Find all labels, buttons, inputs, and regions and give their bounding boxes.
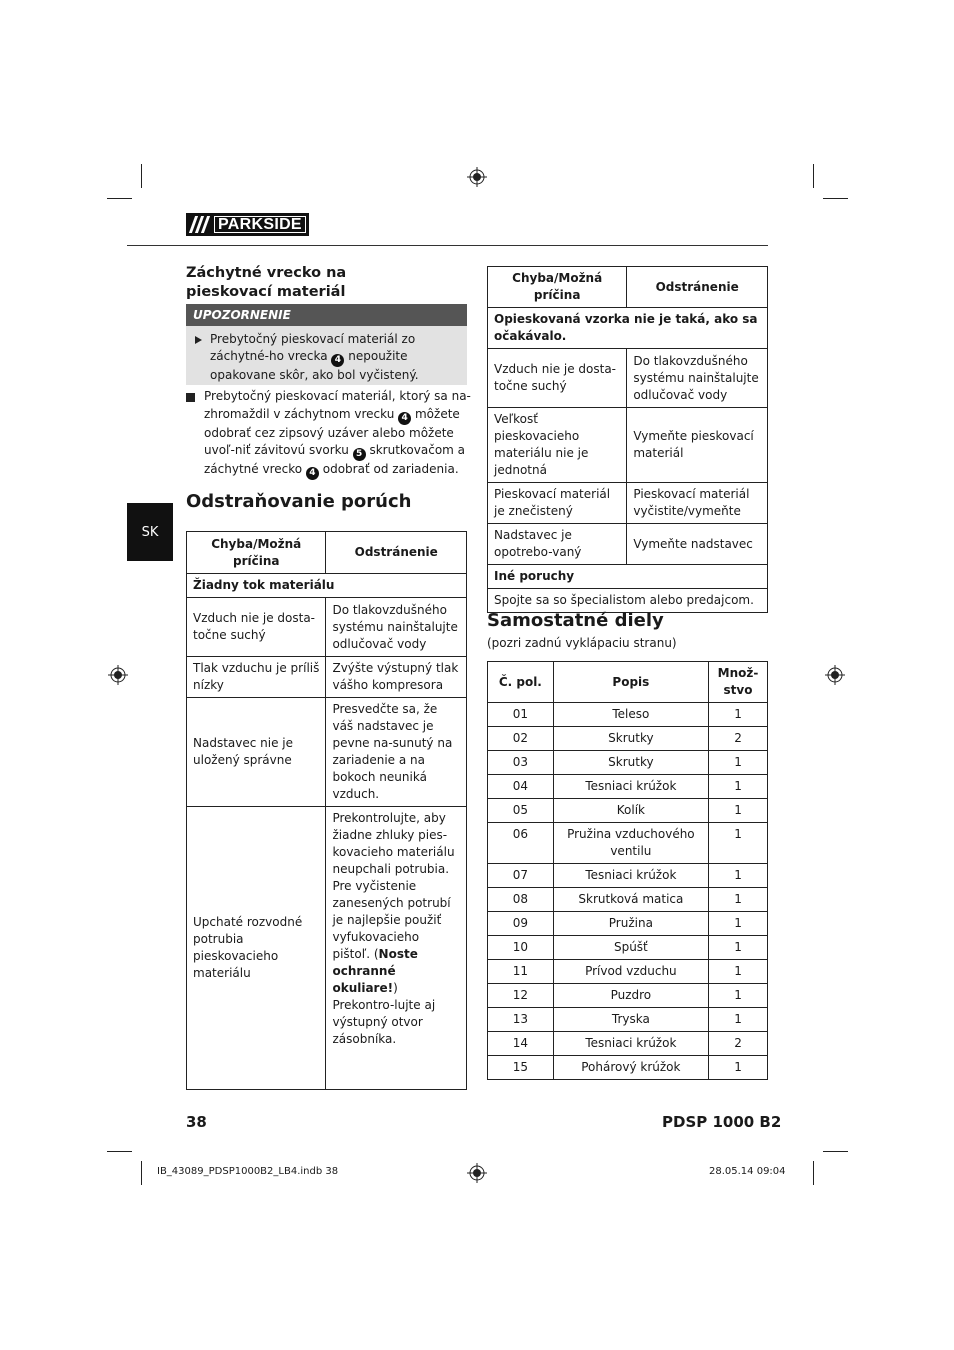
table-header: Chyba/Možná príčina (488, 267, 627, 308)
table-cell: 10 (488, 936, 554, 960)
registration-mark-icon (467, 167, 487, 187)
table-cell: Skrutky (553, 751, 708, 775)
warning-box (186, 304, 467, 385)
table-cell: Skrutková matica (553, 888, 708, 912)
table-cell: 08 (488, 888, 554, 912)
crop-mark (141, 164, 142, 188)
table-row: Tlak vzduchu je príliš nízky Zvýšte výstupný tlak vášho kompresora (187, 657, 467, 698)
logo-stripes-icon (186, 213, 212, 236)
table-cell: 2 (709, 1032, 768, 1056)
ref-number-icon: 4 (331, 354, 344, 367)
crop-mark (141, 1161, 142, 1185)
table-cell: Tesniaci krúžok (553, 1032, 708, 1056)
table-cell: 1 (709, 864, 768, 888)
table-cell: 2 (709, 727, 768, 751)
table-row (488, 751, 768, 775)
table-cell: 12 (488, 984, 554, 1008)
table-row: Upchaté rozvodné potrubia pieskovacieho materiálu Prekontrolujte, aby žiadne zhluky pies-kovacieho materiálu neupchali potrubia. Pre vyčistenie zanesených potrubí je najlepšie použiť vyfukovacieho pištoľ. (Noste ochranné okuliare!) Prekontro-lujte aj výstupný otvor zásobníka. (187, 807, 467, 1090)
table-cell: Kolík (553, 799, 708, 823)
table-cell: 1 (709, 751, 768, 775)
table-row: Vzduch nie je dosta-točne suchý Do tlakovzdušného systému nainštalujte odlučovač vody (488, 349, 768, 408)
crop-mark (823, 198, 848, 199)
table-row (488, 936, 768, 960)
table-cell: 14 (488, 1032, 554, 1056)
table-cell: Spúšť (553, 936, 708, 960)
table-row (488, 1008, 768, 1032)
parts-note: (pozri zadnú vyklápaciu stranu) (487, 636, 677, 650)
table-row (488, 703, 768, 727)
brand-name: PARKSIDE (214, 216, 306, 233)
table-row (488, 912, 768, 936)
print-slug: IB_43089_PDSP1000B2_LB4.indb 38 (157, 1166, 339, 1177)
table-cell: 1 (709, 888, 768, 912)
table-cell: Tesniaci krúžok (553, 775, 708, 799)
header-rule (127, 245, 768, 246)
crop-mark (823, 1151, 848, 1152)
table-cell: Teleso (553, 703, 708, 727)
troubleshooting-table-1 (186, 531, 467, 1090)
table-header: Množ-stvo (709, 662, 768, 703)
table-cell: 01 (488, 703, 554, 727)
table-header: Č. pol. (488, 662, 554, 703)
parkside-logo (186, 213, 309, 236)
table-row (488, 727, 768, 751)
registration-mark-icon (467, 1163, 487, 1183)
table-cell: 09 (488, 912, 554, 936)
table-row (488, 1032, 768, 1056)
warning-label: UPOZORNENIE (186, 304, 467, 326)
group-row-text: Spojte sa so špecialistom alebo predajcom. (488, 589, 768, 613)
table-cell: Tryska (553, 1008, 708, 1032)
table-row: Nadstavec je opotrebo-vaný Vymeňte nadstavec (488, 524, 768, 565)
crop-mark (107, 198, 132, 199)
crop-mark (813, 1161, 814, 1185)
section-heading-troubleshooting: Odstraňovanie porúch (186, 491, 412, 512)
registration-mark-icon (108, 665, 128, 685)
table-cell: 1 (709, 799, 768, 823)
table-row (488, 823, 768, 864)
table-row (488, 799, 768, 823)
table-cell: 1 (709, 984, 768, 1008)
parts-table (487, 661, 768, 1080)
table-cell: 1 (709, 1056, 768, 1080)
table-header: Chyba/Možná príčina (187, 532, 326, 574)
table-cell: 06 (488, 823, 554, 864)
table-cell: Pružina vzduchového ventilu (553, 823, 708, 864)
table-header: Popis (553, 662, 708, 703)
table-cell: 1 (709, 1008, 768, 1032)
group-row: Opieskovaná vzorka nie je taká, ako sa očakávalo. (488, 308, 768, 349)
bullet-square-icon (186, 393, 195, 402)
table-cell: 1 (709, 912, 768, 936)
table-cell: 1 (709, 703, 768, 727)
registration-mark-icon (825, 665, 845, 685)
table-cell: 15 (488, 1056, 554, 1080)
table-header: Odstránenie (627, 267, 768, 308)
ref-number-icon: 4 (398, 412, 411, 425)
table-cell: Tesniaci krúžok (553, 864, 708, 888)
table-cell: 1 (709, 823, 768, 864)
table-cell: 13 (488, 1008, 554, 1032)
troubleshooting-table-2 (487, 266, 768, 613)
table-row (488, 960, 768, 984)
crop-mark (107, 1151, 132, 1152)
table-cell: Puzdro (553, 984, 708, 1008)
table-cell: 05 (488, 799, 554, 823)
print-date: 28.05.14 09:04 (709, 1166, 786, 1177)
table-cell: 1 (709, 775, 768, 799)
model-name: PDSP 1000 B2 (662, 1113, 782, 1131)
table-cell: 03 (488, 751, 554, 775)
table-cell: 04 (488, 775, 554, 799)
ref-number-icon: 5 (353, 448, 366, 461)
table-cell: Skrutky (553, 727, 708, 751)
table-row (488, 984, 768, 1008)
table-row (488, 775, 768, 799)
section-heading-bag: Záchytné vrecko na pieskovací materiál (186, 265, 347, 300)
crop-mark (813, 164, 814, 188)
group-row: Iné poruchy (488, 565, 768, 589)
table-row: Pieskovací materiál je znečistený Pieskovací materiál vyčistite/vymeňte (488, 483, 768, 524)
section-heading-parts: Samostatné diely (487, 610, 664, 631)
table-cell: Pružina (553, 912, 708, 936)
table-cell: Pohárový krúžok (553, 1056, 708, 1080)
table-row: Nadstavec nie je uložený správne Presvedčte sa, že váš nadstavec je pevne na-sunutý na zariadenie a na bokoch neuniká vzduch. (187, 698, 467, 807)
table-row (488, 1056, 768, 1080)
bullet-arrow-icon (195, 336, 202, 344)
table-row (488, 864, 768, 888)
table-cell: 02 (488, 727, 554, 751)
table-cell: 11 (488, 960, 554, 984)
table-row: Veľkosť pieskovacieho materiálu nie je jednotná Vymeňte pieskovací materiál (488, 408, 768, 483)
instruction-paragraph: Prebytočný pieskovací materiál, ktorý sa na-zhromaždil v záchytnom vrecku 4 môžete odobrať cez zipsový uzáver alebo môžete uvoľ-niť závitovú svorku 5 skrutkovačom a záchytné vrecko 4 odobrať od zariadenia. (186, 388, 471, 480)
table-header: Odstránenie (326, 532, 467, 574)
group-row: Žiadny tok materiálu (187, 574, 467, 598)
table-cell: 07 (488, 864, 554, 888)
table-row: Vzduch nie je dosta-točne suchý Do tlakovzdušného systému nainštalujte odlučovač vody (187, 598, 467, 657)
table-row (488, 888, 768, 912)
page-number: 38 (186, 1113, 207, 1131)
language-tab: SK (127, 503, 173, 561)
table-cell: Prívod vzduchu (553, 960, 708, 984)
table-cell: 1 (709, 960, 768, 984)
ref-number-icon: 4 (306, 467, 319, 480)
table-cell: 1 (709, 936, 768, 960)
warning-body: Prebytočný pieskovací materiál zo záchytné-ho vrecka 4 nepoužite opakovane skôr, ako bol vyčistený. (186, 326, 467, 385)
